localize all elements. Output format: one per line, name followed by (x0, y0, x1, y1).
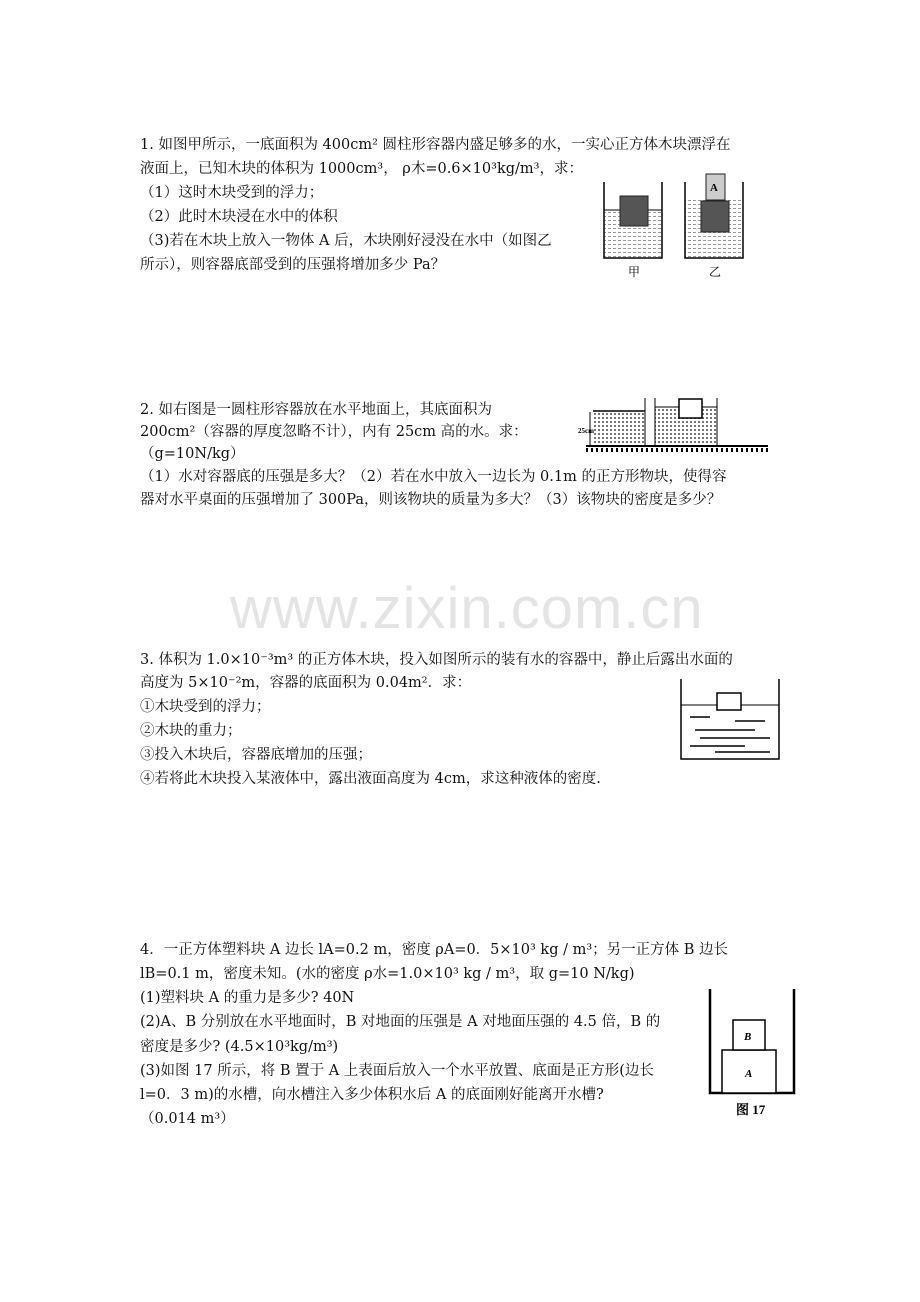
problem-2-figure (578, 393, 778, 461)
problem-3-line: 高度为 5×10⁻²m，容器的底面积为 0.04m²．求： (140, 675, 472, 691)
problem-4-line: (2)A、B 分别放在水平地面时，B 对地面的压强是 A 对地面压强的 4.5 倍，B 的 (140, 1014, 661, 1030)
figure-caption: 图 17 (736, 1102, 766, 1117)
problem-4-line: lB=0.1 m，密度未知。(水的密度 ρ水=1.0×10³ kg / m³，取 g=10 N/kg) (140, 966, 635, 982)
problem-4-line: （0.014 m³） (140, 1111, 235, 1127)
problem-3-line: ③投入木块后，容器底增加的压强； (140, 747, 372, 763)
problem-3-line: ①木块受到的浮力； (140, 699, 271, 715)
problem-4-line: 4．一正方体塑料块 A 边长 lA=0.2 m，密度 ρA=0．5×10³ kg / m³；另一正方体 B 边长 (140, 942, 729, 958)
problem-2-line: （g=10N/kg） (140, 446, 245, 462)
problem-4-line: l=0．3 m)的水槽，向水槽注入多少体积水后 A 的底面刚好能离开水槽? (140, 1087, 604, 1103)
problem-1-line: 液面上，已知木块的体积为 1000cm³， ρ木=0.6×10³kg/m³，求： (140, 161, 583, 177)
problem-3-line: ④若将此木块投入某液体中，露出液面高度为 4cm，求这种液体的密度. (140, 771, 601, 787)
height-label: 25cm (578, 427, 594, 435)
problem-4-line: (1)塑料块 A 的重力是多少? 40N (140, 990, 355, 1006)
problem-2-line: （1）水对容器底的压强是多大？（2）若在水中放入一边长为 0.1m 的正方形物块，使得容 (140, 469, 727, 485)
watermark: www.zixin.com.cn (230, 576, 704, 641)
problem-3-line: ②木块的重力； (140, 723, 242, 739)
problem-2-line: 器对水平桌面的压强增加了 300Pa，则该物块的质量为多大？（3）该物块的密度是多少？ (140, 492, 722, 508)
figure-17 (700, 985, 810, 1120)
problem-3-figure (675, 675, 785, 765)
problem-1-line: （1）这时木块受到的浮力； (140, 185, 324, 201)
problem-2-line: 200cm²（容器的厚度忽略不计），内有 25cm 高的水。求： (140, 424, 528, 440)
problem-3-line: 3. 体积为 1.0×10⁻³m³ 的正方体木块，投入如图所示的装有水的容器中，静止后露出水面的 (140, 652, 733, 668)
problem-1-line: （2）此时木块浸在水中的体积 (140, 209, 338, 225)
problem-1-line: （3)若在木块上放入一物体 A 后，木块刚好浸没在水中（如图乙 (140, 233, 552, 249)
problem-4-line: (3)如图 17 所示，将 B 置于 A 上表面后放入一个水平放置、底面是正方形(边长 (140, 1063, 654, 1079)
figure-label-yi: 乙 (709, 265, 722, 279)
problem-1-line: 所示），则容器底部受到的压强将增加多少 Pa？ (140, 257, 446, 273)
block-a-label: A (710, 182, 718, 194)
problem-1-figure (598, 168, 788, 283)
block-b-label: B (744, 1031, 752, 1043)
block-a-label: A (745, 1068, 753, 1080)
problem-2-line: 2. 如右图是一圆柱形容器放在水平地面上，其底面积为 (140, 402, 492, 418)
problem-1-line: 1. 如图甲所示，一底面积为 400cm² 圆柱形容器内盛足够多的水，一实心正方体木块漂浮在 (140, 137, 731, 153)
problem-4-line: 密度是多少? (4.5×10³kg/m³) (140, 1039, 339, 1055)
figure-label-jia: 甲 (628, 265, 641, 279)
